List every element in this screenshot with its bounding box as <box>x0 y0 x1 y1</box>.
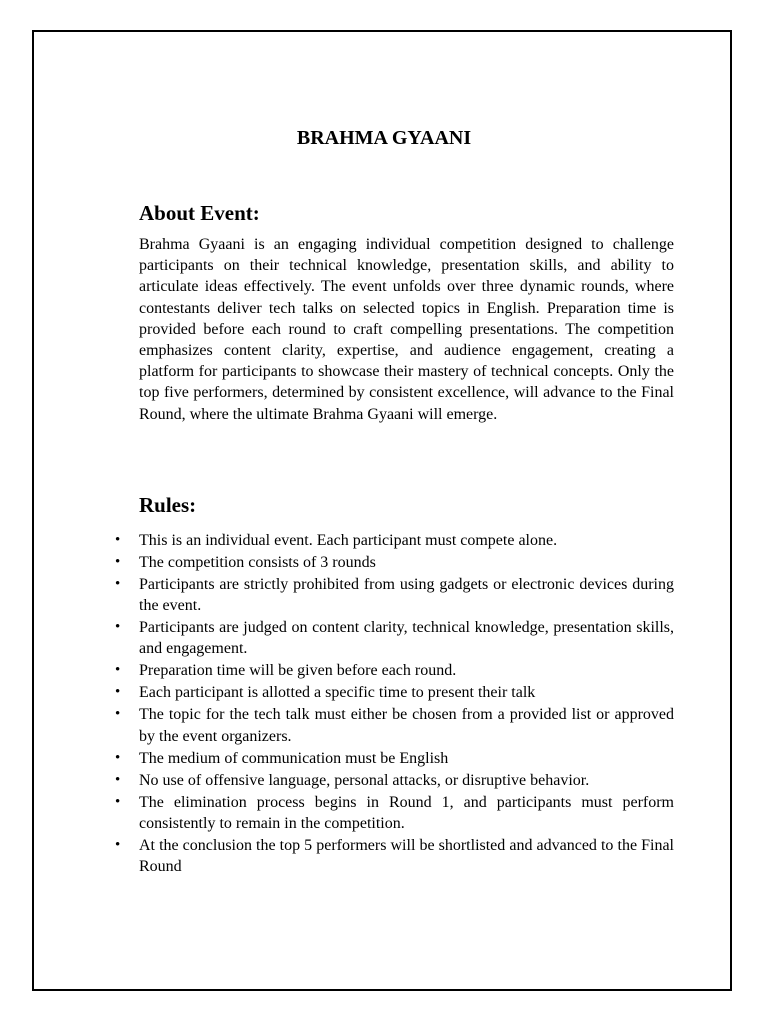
rule-item <box>111 574 674 616</box>
about-event-paragraph: Brahma Gyaani is an engaging individual competition designed to challenge participants on their technical knowledge, presentation skills, and ability to articulate ideas effectively. The event unfolds over three dynamic rounds, where contestants deliver tech talks on selected topics in English. Preparation time is provided before each round to craft compelling presentations. The competition emphasizes content clarity, expertise, and audience engagement, creating a platform for participants to showcase their mastery of technical concepts. Only the top five performers, determined by consistent excellence, will advance to the Final Round, where the ultimate Brahma Gyaani will emerge. <box>139 236 674 423</box>
rules-heading: Rules: <box>139 493 197 517</box>
bullet-dot-icon: • <box>115 554 121 570</box>
rule-text: No use of offensive language, personal attacks, or disruptive behavior. <box>139 771 590 789</box>
rule-item <box>111 770 674 791</box>
rule-item <box>111 660 674 681</box>
bullet-dot-icon: • <box>115 793 121 810</box>
rule-item <box>111 530 674 551</box>
bullet-dot-icon: • <box>115 749 121 766</box>
rule-text: The topic for the tech talk must either be chosen from a provided list or approved by the event organizers. <box>139 706 674 745</box>
bullet-dot-icon: • <box>115 532 121 548</box>
rule-text: At the conclusion the top 5 performers will be shortlisted and advanced to the Final Round <box>139 836 674 876</box>
bullet-dot-icon: • <box>115 619 121 636</box>
rule-text: Participants are judged on content clarity, technical knowledge, presentation skills, and engagement. <box>139 619 674 658</box>
rule-item <box>111 552 674 573</box>
rule-text: Each participant is allotted a specific time to present their talk <box>139 684 536 702</box>
rule-text: Participants are strictly prohibited from using gadgets or electronic devices during the event. <box>139 576 674 615</box>
rule-text: The competition consists of 3 rounds <box>139 554 376 571</box>
rules-list <box>111 530 674 878</box>
document-title: BRAHMA GYAANI <box>296 127 472 149</box>
bullet-dot-icon: • <box>115 706 121 723</box>
rule-item <box>111 704 674 746</box>
rule-text: Preparation time will be given before each round. <box>139 662 457 680</box>
bullet-dot-icon: • <box>115 836 121 853</box>
bullet-dot-icon: • <box>115 771 121 788</box>
rule-item <box>111 617 674 659</box>
rule-text: The medium of communication must be English <box>139 749 449 767</box>
bullet-dot-icon: • <box>115 576 121 592</box>
rule-item <box>111 835 674 877</box>
rule-text: This is an individual event. Each participant must compete alone. <box>139 532 558 549</box>
bullet-dot-icon: • <box>115 684 121 701</box>
rule-item <box>111 682 674 703</box>
rule-item <box>111 748 674 769</box>
about-event-heading: About Event: <box>139 201 260 225</box>
bullet-dot-icon: • <box>115 662 121 679</box>
rule-item <box>111 792 674 834</box>
rule-text: The elimination process begins in Round 1, and participants must perform consistently to remain in the competition. <box>139 793 674 832</box>
